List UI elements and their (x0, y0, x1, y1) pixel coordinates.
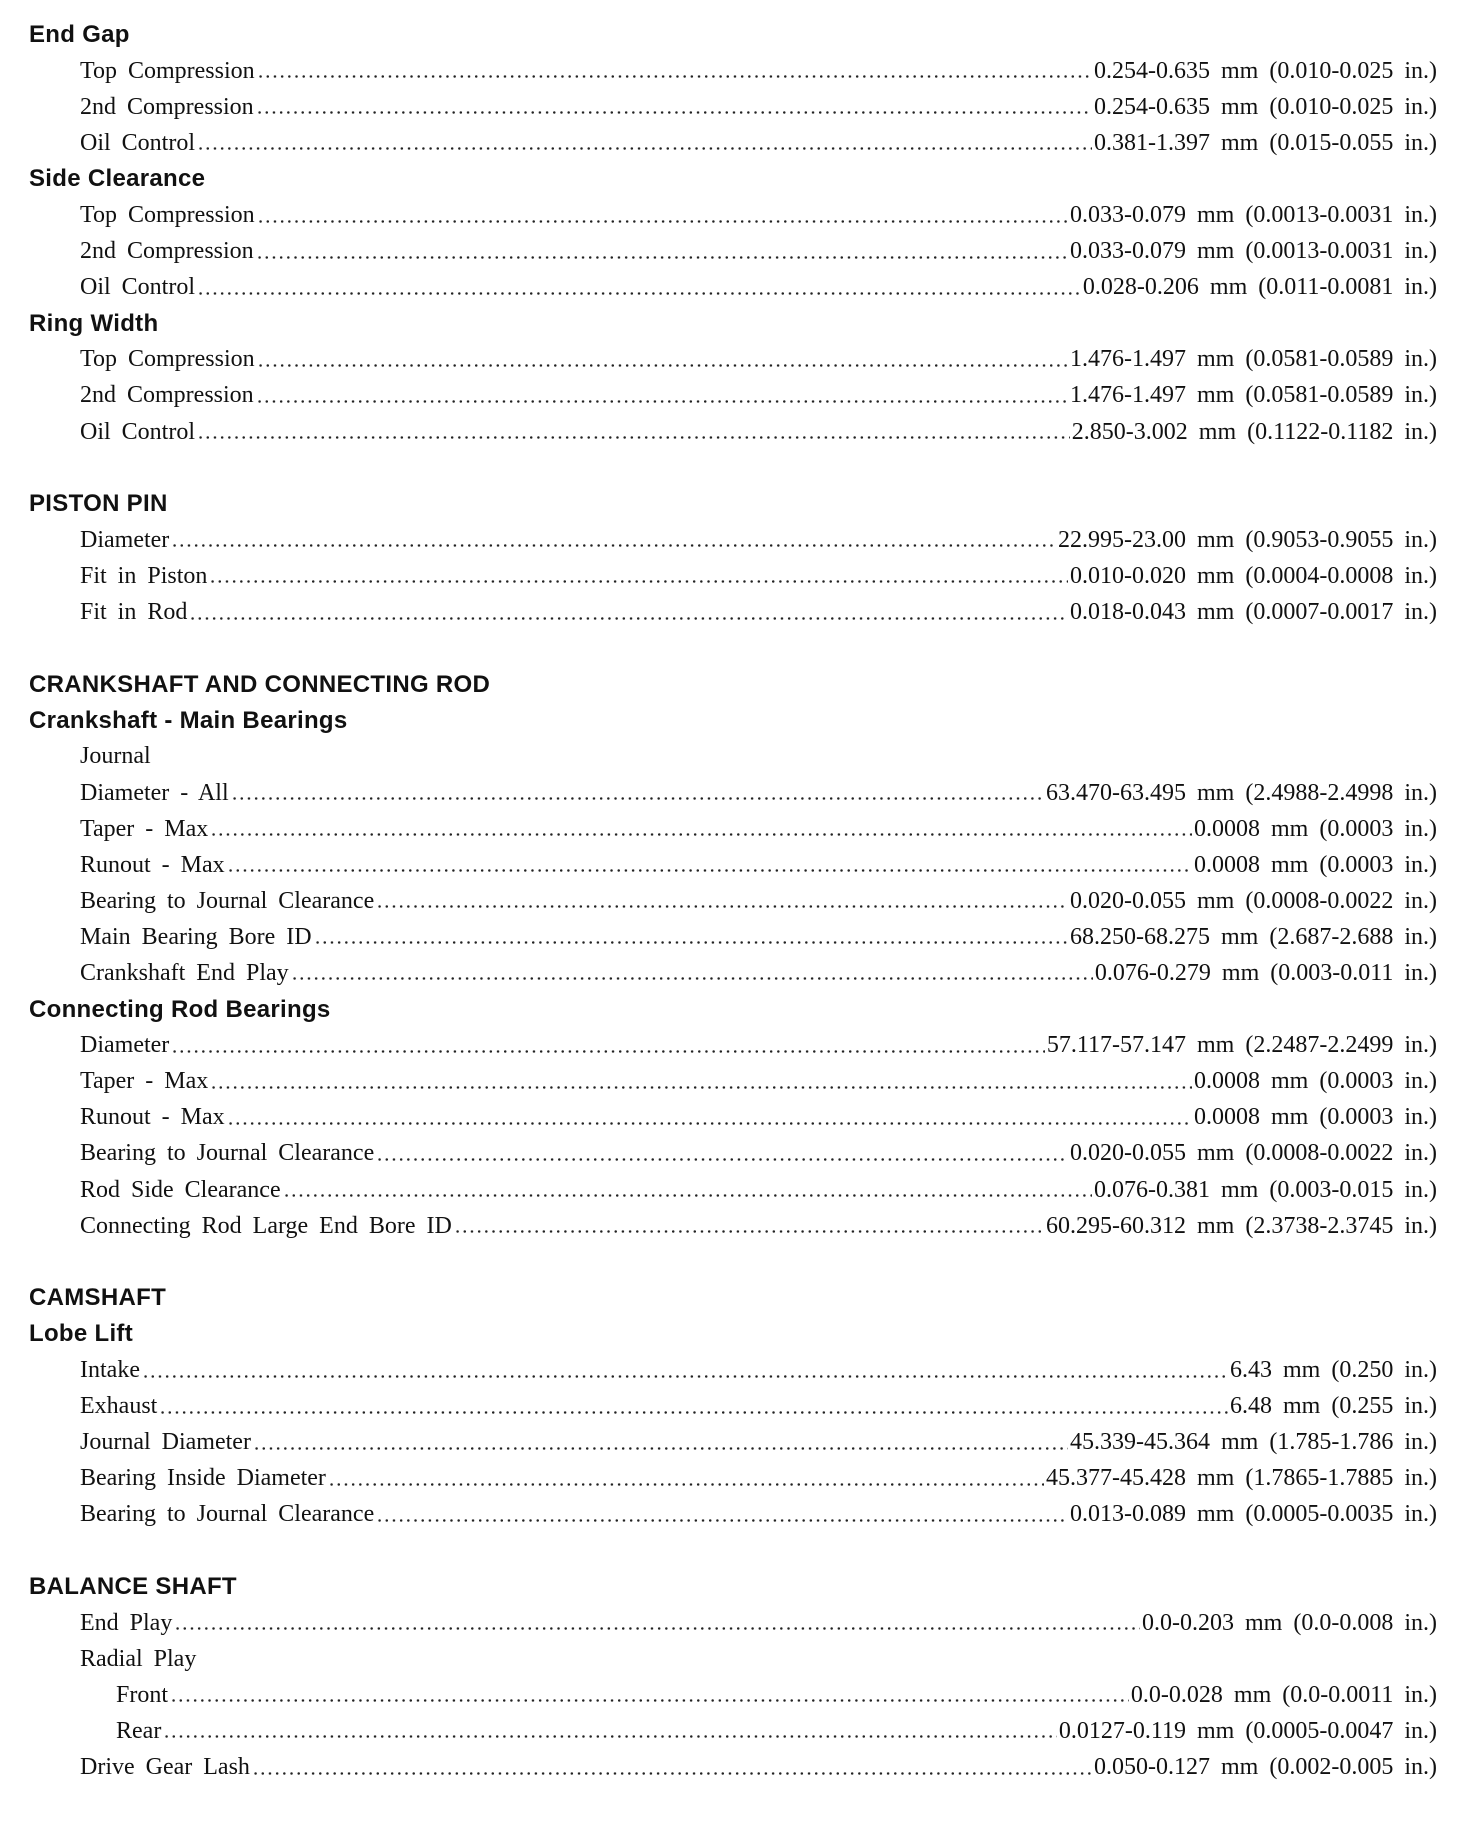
blank-row (29, 1244, 1437, 1280)
spec-value: 0.050-0.127 mm (0.002-0.005 in.) (1094, 1754, 1437, 1781)
dot-leader (256, 384, 1068, 408)
spec-value: 68.250-68.275 mm (2.687-2.688 in.) (1070, 923, 1437, 950)
spec-value: 0.0008 mm (0.0003 in.) (1194, 851, 1437, 878)
spec-label: Bearing to Journal Clearance (80, 1501, 375, 1528)
spec-row (29, 1352, 1437, 1388)
dot-leader (376, 1503, 1068, 1527)
dot-leader (197, 276, 1081, 300)
spec-row (29, 1136, 1437, 1172)
spec-label: Oil Control (80, 129, 196, 156)
spec-value: 0.254-0.635 mm (0.010-0.025 in.) (1094, 93, 1437, 120)
dot-leader (171, 528, 1056, 552)
spec-value: 0.033-0.079 mm (0.0013-0.0031 in.) (1070, 238, 1437, 265)
spec-row (29, 270, 1437, 306)
spec-value: 1.476-1.497 mm (0.0581-0.0589 in.) (1070, 346, 1437, 373)
section-heading: PISTON PIN (29, 490, 168, 518)
dot-leader (142, 1359, 1228, 1383)
dot-leader (209, 564, 1068, 588)
spec-value: 1.476-1.497 mm (0.0581-0.0589 in.) (1070, 382, 1437, 409)
spec-value: 0.013-0.089 mm (0.0005-0.0035 in.) (1070, 1501, 1437, 1528)
spec-row (29, 1497, 1437, 1533)
spec-row (29, 1677, 1437, 1713)
dot-leader (197, 131, 1092, 155)
spec-label: Rod Side Clearance (80, 1176, 281, 1203)
spec-row (29, 1100, 1437, 1136)
spec-row (29, 775, 1437, 811)
dot-leader (256, 95, 1092, 119)
spec-value: 60.295-60.312 mm (2.3738-2.3745 in.) (1046, 1212, 1437, 1239)
spec-value: 0.0-0.028 mm (0.0-0.0011 in.) (1130, 1681, 1437, 1708)
section-heading: Connecting Rod Bearings (29, 995, 331, 1023)
dot-leader (257, 204, 1068, 228)
spec-value: 0.0-0.203 mm (0.0-0.008 in.) (1142, 1609, 1437, 1636)
spec-label: Top Compression (80, 57, 255, 84)
spec-label: Crankshaft End Play (80, 959, 289, 986)
spec-row (29, 1208, 1437, 1244)
spec-row (29, 1461, 1437, 1497)
spec-value: 0.254-0.635 mm (0.010-0.025 in.) (1094, 57, 1437, 84)
spec-label: Fit in Piston (80, 562, 208, 589)
section-heading: Lobe Lift (29, 1320, 134, 1348)
spec-value: 0.010-0.020 mm (0.0004-0.0008 in.) (1070, 562, 1437, 589)
spec-value: 0.020-0.055 mm (0.0008-0.0022 in.) (1070, 1140, 1437, 1167)
dot-leader (291, 961, 1093, 985)
spec-label: Drive Gear Lash (80, 1754, 250, 1781)
spec-row (29, 522, 1437, 558)
spec-label: Rear (116, 1717, 162, 1744)
spec-label: 2nd Compression (80, 382, 254, 409)
dot-leader (283, 1178, 1092, 1202)
spec-label: Front (116, 1681, 169, 1708)
dot-leader (197, 420, 1070, 444)
spec-row (29, 197, 1437, 233)
spec-row (29, 1750, 1437, 1786)
dot-leader (253, 1431, 1068, 1455)
spec-row (29, 125, 1437, 161)
spec-label: Oil Control (80, 418, 196, 445)
spec-label: 2nd Compression (80, 93, 254, 120)
spec-row (29, 811, 1437, 847)
spec-label: Runout - Max (80, 851, 225, 878)
spec-row (29, 558, 1437, 594)
spec-row (29, 1064, 1437, 1100)
dot-leader (252, 1756, 1092, 1780)
spec-label: Taper - Max (80, 815, 209, 842)
spec-value: 0.020-0.055 mm (0.0008-0.0022 in.) (1070, 887, 1437, 914)
spec-label: Bearing Inside Diameter (80, 1465, 326, 1492)
spec-row (29, 919, 1437, 955)
blank-row (29, 450, 1437, 486)
spec-label: Radial Play (80, 1645, 197, 1672)
spec-label: Runout - Max (80, 1104, 225, 1131)
spec-row (29, 1389, 1437, 1425)
dot-leader (170, 1683, 1129, 1707)
dot-leader (257, 348, 1068, 372)
spec-label: Top Compression (80, 202, 255, 229)
spec-value: 0.076-0.279 mm (0.003-0.011 in.) (1094, 959, 1437, 986)
dot-leader (159, 1395, 1228, 1419)
dot-leader (376, 889, 1068, 913)
spec-row (29, 1028, 1437, 1064)
spec-value: 0.018-0.043 mm (0.0007-0.0017 in.) (1070, 599, 1437, 626)
spec-label: Diameter (80, 526, 170, 553)
dot-leader (171, 1034, 1045, 1058)
spec-value: 63.470-63.495 mm (2.4988-2.4998 in.) (1046, 779, 1437, 806)
dot-leader (227, 1106, 1192, 1130)
spec-row (29, 1172, 1437, 1208)
spec-label: Journal Diameter (80, 1429, 251, 1456)
spec-row (29, 234, 1437, 270)
dot-leader (163, 1719, 1057, 1743)
spec-label: Bearing to Journal Clearance (80, 1140, 375, 1167)
spec-label: 2nd Compression (80, 238, 254, 265)
spec-label: Journal (80, 743, 151, 770)
spec-row (29, 1713, 1437, 1749)
spec-value: 0.0008 mm (0.0003 in.) (1194, 1068, 1437, 1095)
spec-label: Main Bearing Bore ID (80, 923, 312, 950)
spec-value: 0.0008 mm (0.0003 in.) (1194, 1104, 1437, 1131)
spec-label: Exhaust (80, 1393, 158, 1420)
spec-value: 6.43 mm (0.250 in.) (1230, 1357, 1437, 1384)
dot-leader (231, 781, 1044, 805)
spec-value: 0.0127-0.119 mm (0.0005-0.0047 in.) (1058, 1717, 1437, 1744)
section-heading: Side Clearance (29, 165, 206, 193)
section-heading: End Gap (29, 21, 130, 49)
spec-label: End Play (80, 1609, 173, 1636)
section-heading: CAMSHAFT (29, 1284, 167, 1312)
dot-leader (257, 59, 1092, 83)
spec-label: Taper - Max (80, 1068, 209, 1095)
dot-leader (376, 1142, 1068, 1166)
spec-row (29, 342, 1437, 378)
dot-leader (210, 817, 1192, 841)
spec-row (29, 847, 1437, 883)
spec-row (29, 414, 1437, 450)
spec-row (29, 1605, 1437, 1641)
blank-row (29, 631, 1437, 667)
dot-leader (454, 1214, 1044, 1238)
dot-leader (328, 1467, 1044, 1491)
spec-value: 0.0008 mm (0.0003 in.) (1194, 815, 1437, 842)
spec-value: 0.076-0.381 mm (0.003-0.015 in.) (1094, 1176, 1437, 1203)
spec-value: 45.339-45.364 mm (1.785-1.786 in.) (1070, 1429, 1437, 1456)
dot-leader (227, 853, 1192, 877)
spec-row (29, 883, 1437, 919)
spec-label: Fit in Rod (80, 599, 188, 626)
spec-row (29, 53, 1437, 89)
spec-label: Connecting Rod Large End Bore ID (80, 1212, 452, 1239)
spec-value: 0.033-0.079 mm (0.0013-0.0031 in.) (1070, 202, 1437, 229)
dot-leader (210, 1070, 1192, 1094)
spec-value: 0.028-0.206 mm (0.011-0.0081 in.) (1082, 274, 1437, 301)
spec-label: Diameter (80, 1032, 170, 1059)
section-heading: Ring Width (29, 309, 159, 337)
spec-row (29, 378, 1437, 414)
spec-label: Diameter - All (80, 779, 229, 806)
spec-value: 57.117-57.147 mm (2.2487-2.2499 in.) (1046, 1032, 1437, 1059)
spec-label: Bearing to Journal Clearance (80, 887, 375, 914)
spec-value: 0.381-1.397 mm (0.015-0.055 in.) (1094, 129, 1437, 156)
spec-label: Top Compression (80, 346, 255, 373)
spec-value: 22.995-23.00 mm (0.9053-0.9055 in.) (1058, 526, 1437, 553)
spec-row (29, 1641, 1437, 1677)
spec-row (29, 955, 1437, 991)
spec-value: 2.850-3.002 mm (0.1122-0.1182 in.) (1071, 418, 1437, 445)
spec-value: 45.377-45.428 mm (1.7865-1.7885 in.) (1046, 1465, 1437, 1492)
dot-leader (189, 601, 1068, 625)
dot-leader (314, 925, 1068, 949)
spec-sheet (29, 17, 1437, 1786)
section-heading: BALANCE SHAFT (29, 1573, 237, 1601)
section-heading: CRANKSHAFT AND CONNECTING ROD (29, 670, 491, 698)
spec-label: Oil Control (80, 274, 196, 301)
section-heading: Crankshaft - Main Bearings (29, 706, 348, 734)
spec-value: 6.48 mm (0.255 in.) (1230, 1393, 1437, 1420)
spec-label: Intake (80, 1357, 140, 1384)
dot-leader (256, 240, 1068, 264)
spec-row (29, 1425, 1437, 1461)
dot-leader (174, 1611, 1140, 1635)
spec-row (29, 89, 1437, 125)
spec-row (29, 739, 1437, 775)
blank-row (29, 1533, 1437, 1569)
spec-row (29, 595, 1437, 631)
